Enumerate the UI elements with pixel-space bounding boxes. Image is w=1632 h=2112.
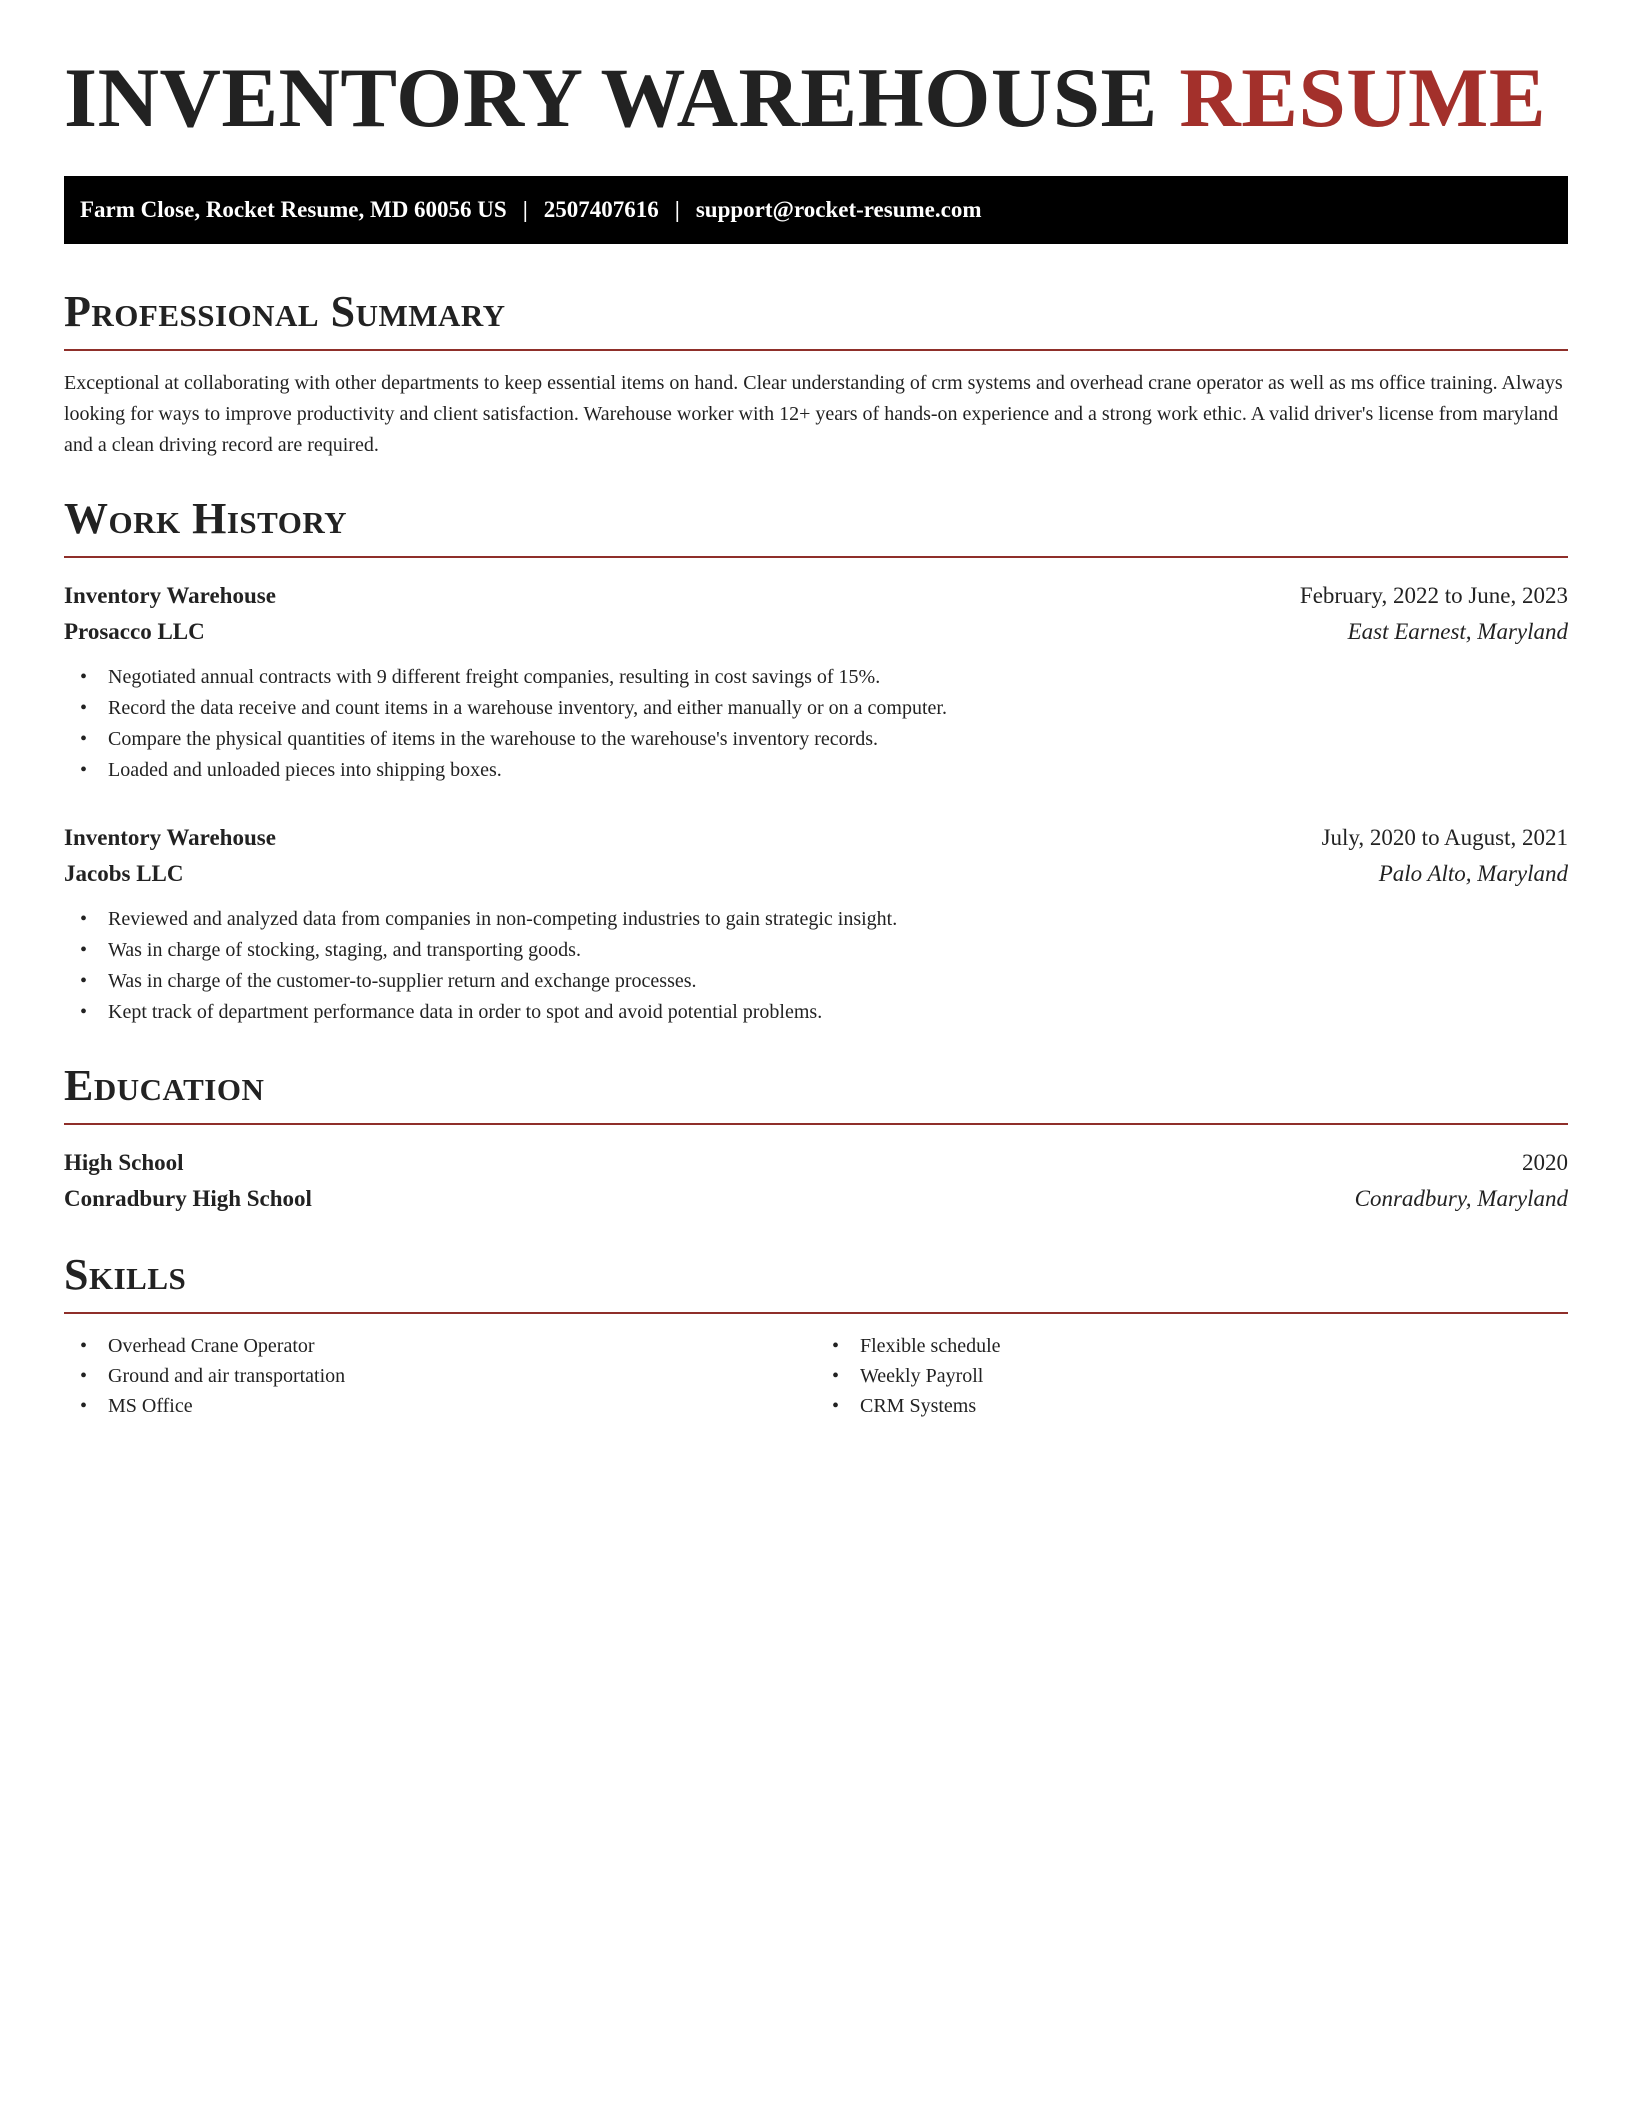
contact-email: support@rocket-resume.com [695,197,982,222]
bullet-icon: • [80,1365,88,1387]
job-entry [64,820,1568,1028]
section-divider [64,1312,1568,1314]
job-dates: February, 2022 to June, 2023 [1299,583,1568,608]
bullet-text: Loaded and unloaded pieces into shipping boxes. [108,759,502,781]
list-item [816,1361,1568,1391]
bullet-icon: • [832,1365,840,1387]
bullet-icon: • [832,1395,840,1417]
bullet-icon: • [832,1335,840,1357]
bullet-text: Reviewed and analyzed data from companies in non-competing industries to gain strategic insight. [108,908,898,930]
work-history-heading: Work History [64,494,348,543]
list-item [64,724,1568,755]
summary-text: Exceptional at collaborating with other departments to keep essential items on hand. Clear understanding of crm systems and overhead crane operator as well as ms office training. Always looking for ways to improve productivity and client satisfaction. Warehouse worker with 12+ years of hands-on experience and a strong work ethic. A valid driver's license from maryland and a clean driving record are required. [64,372,1563,456]
education-school-row [64,1181,1568,1217]
skill-text: Overhead Crane Operator [108,1335,315,1357]
bullet-text: Was in charge of the customer-to-supplier return and exchange processes. [108,970,697,992]
skills-list [64,1331,1568,1421]
job-entry [64,578,1568,786]
job-company: Jacobs LLC [64,861,184,886]
bullet-icon: • [80,939,88,961]
skill-text: Ground and air transportation [108,1365,346,1387]
job-location: East Earnest, Maryland [1347,619,1568,644]
skill-text: Weekly Payroll [860,1365,984,1387]
list-item [64,935,1568,966]
job-title: Inventory Warehouse [64,825,276,850]
job-header-row [64,578,1568,614]
list-item [64,755,1568,786]
job-header-row [64,820,1568,856]
list-item [64,662,1568,693]
job-dates: July, 2020 to August, 2021 [1321,825,1568,850]
list-item [816,1331,1568,1361]
education-year: 2020 [1522,1150,1568,1175]
summary-heading: Professional Summary [64,287,506,336]
skill-text: Flexible schedule [860,1335,1001,1357]
list-item [64,904,1568,935]
skill-text: MS Office [108,1395,193,1417]
education-degree: High School [64,1150,184,1175]
education-location: Conradbury, Maryland [1354,1186,1568,1211]
skill-text: CRM Systems [860,1395,977,1417]
list-item [64,1361,816,1391]
job-company: Prosacco LLC [64,619,205,644]
section-divider [64,1123,1568,1125]
list-item [64,997,1568,1028]
contact-phone: 2507407616 [543,197,659,222]
list-item [816,1391,1568,1421]
bullet-icon: • [80,1001,88,1023]
contact-address: Farm Close, Rocket Resume, MD 60056 US [80,197,507,222]
bullet-icon: • [80,908,88,930]
bullet-text: Record the data receive and count items in a warehouse inventory, and either manually or on a computer. [108,697,947,719]
job-company-row [64,614,1568,650]
section-divider [64,556,1568,558]
job-company-row [64,856,1568,892]
job-location: Palo Alto, Maryland [1378,861,1568,886]
bullet-icon: • [80,1395,88,1417]
job-title: Inventory Warehouse [64,583,276,608]
skills-heading: Skills [64,1250,187,1299]
education-school: Conradbury High School [64,1186,312,1211]
section-divider [64,349,1568,351]
job-bullets [64,662,1568,786]
bullet-icon: • [80,759,88,781]
education-degree-row [64,1145,1568,1181]
contact-bar [64,176,1568,244]
resume-title [64,51,1568,145]
bullet-icon: • [80,728,88,750]
skills-column-left [64,1331,816,1421]
job-bullets [64,904,1568,1028]
list-item [64,693,1568,724]
contact-separator: | [674,197,680,222]
bullet-icon: • [80,1335,88,1357]
bullet-icon: • [80,697,88,719]
education-entry [64,1145,1568,1217]
title-accent: RESUME [1179,51,1547,145]
bullet-icon: • [80,970,88,992]
bullet-text: Compare the physical quantities of items in the warehouse to the warehouse's inventory records. [108,728,879,750]
education-heading: Education [64,1061,265,1110]
bullet-text: Was in charge of stocking, staging, and transporting goods. [108,939,581,961]
bullet-text: Kept track of department performance data in order to spot and avoid potential problems. [108,1001,823,1023]
contact-separator: | [522,197,528,222]
list-item [64,966,1568,997]
title-main: INVENTORY WAREHOUSE [64,51,1158,145]
skills-column-right [816,1331,1568,1421]
list-item [64,1391,816,1421]
list-item [64,1331,816,1361]
bullet-icon: • [80,666,88,688]
bullet-text: Negotiated annual contracts with 9 different freight companies, resulting in cost savings of 15%. [108,666,881,688]
